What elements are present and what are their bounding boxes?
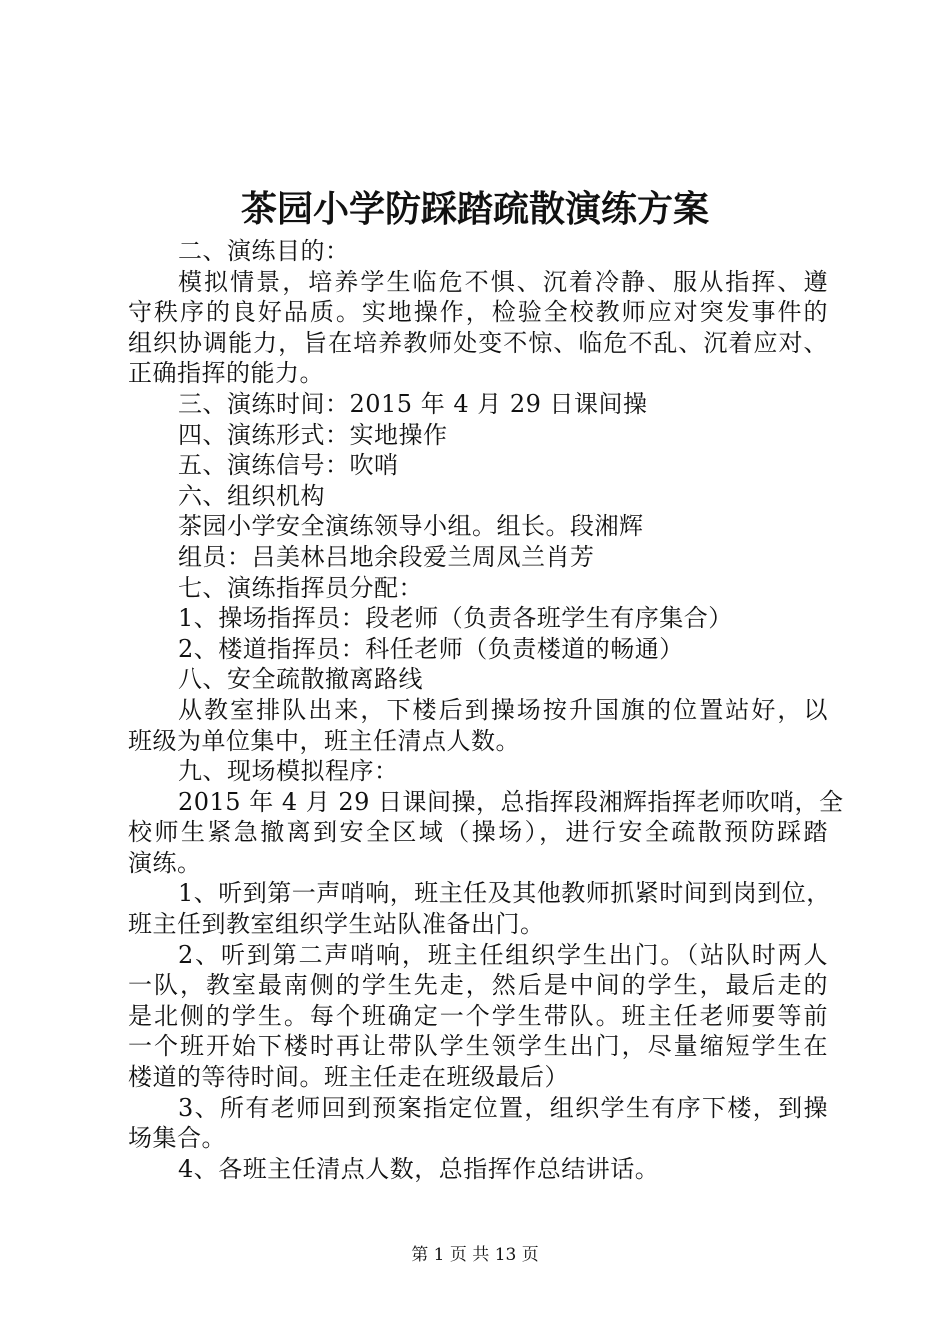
paragraph-line: 一队，教室最南侧的学生先走，然后是中间的学生，最后走的	[128, 971, 828, 1000]
procedure-step: 2、听到第二声哨响，班主任组织学生出门。（站队时两人	[178, 940, 828, 969]
document-title: 茶园小学防踩踏疏散演练方案	[240, 188, 709, 230]
paragraph-line: 演练。	[128, 848, 202, 877]
commander-item: 2、楼道指挥员：科任老师（负责楼道的畅通）	[178, 634, 684, 663]
members-line: 组员：吕美林吕地余段爱兰周凤兰肖芳	[178, 542, 595, 571]
paragraph-line: 一个班开始下楼时再让带队学生领学生出门，尽量缩短学生在	[128, 1032, 828, 1061]
section-heading-organization: 六、组织机构	[178, 481, 325, 510]
paragraph-line: 是北侧的学生。每个班确定一个学生带队。班主任老师要等前	[128, 1001, 828, 1030]
section-heading-signal: 五、演练信号：吹哨	[178, 451, 399, 480]
procedure-step: 4、各班主任清点人数，总指挥作总结讲话。	[178, 1154, 660, 1183]
procedure-step: 1、听到第一声哨响，班主任及其他教师抓紧时间到岗到位，	[178, 879, 831, 908]
section-heading-time: 三、演练时间：2015 年 4 月 29 日课间操	[178, 389, 648, 418]
paragraph-line: 组织协调能力，旨在培养教师处变不惊、临危不乱、沉着应对、	[128, 328, 828, 357]
section-heading-procedure: 九、现场模拟程序：	[178, 757, 399, 786]
paragraph-line: 正确指挥的能力。	[128, 359, 324, 388]
section-heading-purpose: 二、演练目的：	[178, 237, 350, 265]
section-heading-commanders: 七、演练指挥员分配：	[178, 573, 423, 602]
paragraph-line: 场集合。	[128, 1124, 226, 1153]
paragraph-line: 班级为单位集中，班主任清点人数。	[128, 726, 520, 755]
paragraph-line: 守秩序的良好品质。实地操作，检验全校教师应对突发事件的	[128, 298, 828, 327]
leader-group-line: 茶园小学安全演练领导小组。组长。段湘辉	[178, 512, 644, 541]
paragraph-line: 模拟情景，培养学生临危不惧、沉着冷静、服从指挥、遵	[178, 267, 828, 296]
paragraph-line: 楼道的等待时间。班主任走在班级最后）	[128, 1063, 569, 1092]
paragraph-line: 班主任到教室组织学生站队准备出门。	[128, 910, 545, 939]
commander-item: 1、操场指挥员：段老师（负责各班学生有序集合）	[178, 604, 733, 633]
paragraph-line: 2015 年 4 月 29 日课间操，总指挥段湘辉指挥老师吹哨，全	[178, 787, 844, 816]
section-heading-route: 八、安全疏散撤离路线	[178, 665, 423, 694]
document-body	[128, 236, 844, 1184]
procedure-step: 3、所有老师回到预案指定位置，组织学生有序下楼，到操	[178, 1093, 828, 1122]
section-heading-form: 四、演练形式：实地操作	[178, 420, 448, 449]
page-number-footer: 第 1 页 共 13 页	[411, 1245, 539, 1265]
paragraph-line: 从教室排队出来，下楼后到操场按升国旗的位置站好，以	[178, 695, 828, 724]
paragraph-line: 校师生紧急撤离到安全区域（操场），进行安全疏散预防踩踏	[128, 818, 828, 847]
